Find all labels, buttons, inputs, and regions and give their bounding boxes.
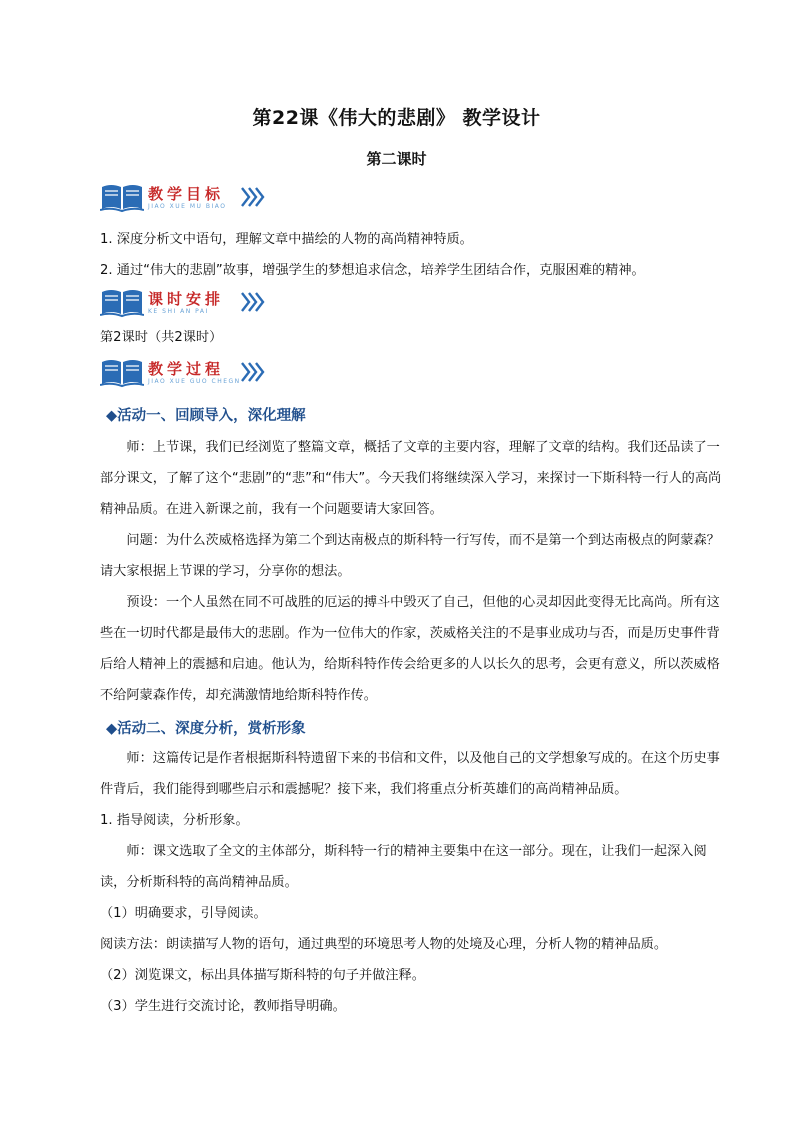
section-pinyin: JIAO XUE GUO CHEGN: [148, 378, 241, 385]
triple-chevron-icon: [240, 360, 266, 384]
activity-2-sub-2: （2）浏览课文，标出具体描写斯科特的句子并做注释。: [100, 968, 425, 983]
goal-item-2: 2. 通过“伟大的悲剧”故事，增强学生的梦想追求信念，培养学生团结合作，克服困难的精神。: [100, 263, 645, 278]
schedule-text: 第2课时（共2课时）: [100, 330, 223, 345]
open-book-icon: [100, 288, 144, 318]
triple-chevron-icon: [240, 185, 266, 209]
goal-item-1: 1. 深度分析文中语句，理解文章中描绘的人物的高尚精神特质。: [100, 232, 473, 247]
activity-2-reading-method: 阅读方法：朗读描写人物的语句，通过典型的环境思考人物的处境及心理，分析人物的精神品质。: [100, 937, 668, 952]
activity-2-paragraph: 师：这篇传记是作者根据斯科特遗留下来的书信和文件，以及他自己的文学想象写成的。在这个历史事件背后，我们能得到哪些启示和震撼呢？接下来，我们将重点分析英雄们的高尚精神品质。: [100, 751, 720, 797]
activity-1-heading: ◆活动一、回顾导入，深化理解: [106, 408, 306, 424]
activity-1-preset-answer: 预设：一个人虽然在同不可战胜的厄运的搏斗中毁灭了自己，但他的心灵却因此变得无比高尚。所有这些在一切时代都是最伟大的悲剧。作为一位伟大的作家，茨威格关注的不是事业成功与否，而是历史事件背后给人精神上的震撼和启迪。他认为，给斯科特作传会给更多的人以长久的思考，会更有意义，所以茨威格不给阿蒙森作传，却充满激情地给斯科特作传。: [100, 595, 720, 703]
section-header-process: [100, 358, 300, 390]
activity-1-question: 问题：为什么茨威格选择为第二个到达南极点的斯科特一行写传，而不是第一个到达南极点的阿蒙森？请大家根据上节课的学习，分享你的想法。: [100, 533, 720, 579]
section-title: 教学目标: [148, 185, 225, 203]
document-subtitle: 第二课时: [366, 150, 427, 168]
triple-chevron-icon: [240, 290, 266, 314]
activity-2-sub-3: （3）学生进行交流讨论，教师指导明确。: [100, 999, 346, 1014]
open-book-icon: [100, 183, 144, 213]
activity-1-paragraph: 师：上节课，我们已经浏览了整篇文章，概括了文章的主要内容，理解了文章的结构。我们还品读了一部分课文，了解了这个“悲剧”的“悲”和“伟大”。今天我们将继续深入学习，来探讨一下斯科特一行人的高尚精神品质。在进入新课之前，我有一个问题要请大家回答。: [100, 440, 722, 517]
section-pinyin: JIAO XUE MU BIAO: [148, 203, 227, 210]
activity-2-sub-1: （1）明确要求，引导阅读。: [100, 906, 267, 921]
section-title: 课时安排: [148, 290, 225, 308]
section-pinyin: KE SHI AN PAI: [148, 308, 209, 315]
activity-2-heading: ◆活动二、深度分析，赏析形象: [106, 721, 306, 737]
activity-2-step-1: 1. 指导阅读，分析形象。: [100, 813, 249, 828]
activity-2-teacher-text: 师：课文选取了全文的主体部分，斯科特一行的精神主要集中在这一部分。现在，让我们一起深入阅读，分析斯科特的高尚精神品质。: [100, 844, 707, 890]
section-header-schedule: [100, 288, 300, 320]
section-header-goals: [100, 183, 300, 215]
section-title: 教学过程: [148, 360, 225, 378]
open-book-icon: [100, 358, 144, 388]
document-title: 第22课《伟大的悲剧》 教学设计: [252, 107, 541, 129]
